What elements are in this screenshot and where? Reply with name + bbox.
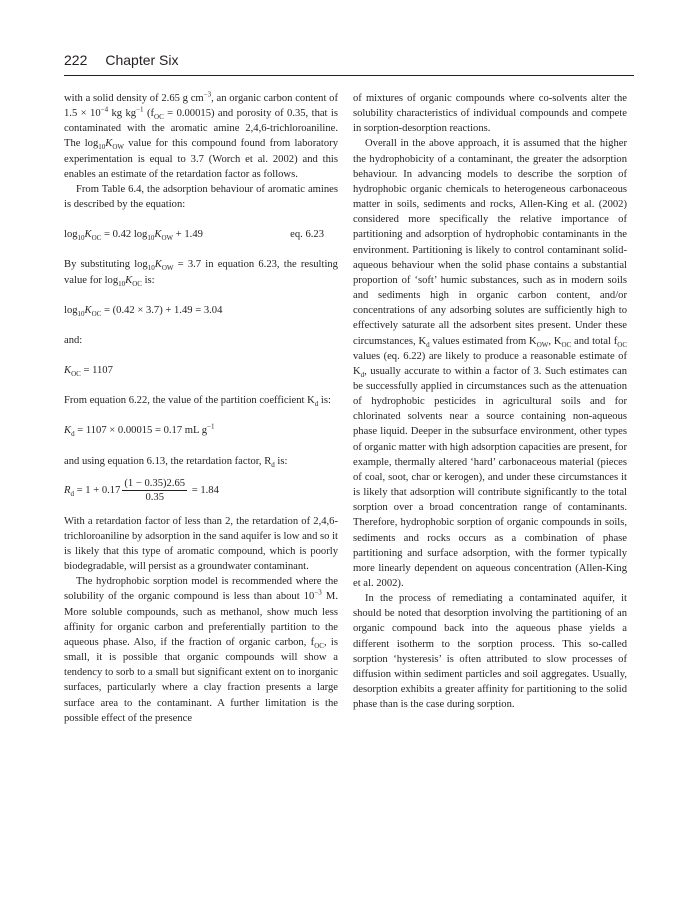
paragraph: With a retardation factor of less than 2, the retardation of 2,4,6-trichloroaniline by adsorption in the sand aquifer is low and so it is likely that this type of aromatic compound, which is poorly biodegradable, will persist as a groundwater contaminant. (64, 515, 338, 573)
equation-6-23: $\log_{10}K_{OC} = 0.42$ $\log_{10}K_{OW} + 1.49$ eq. 6.23 (64, 227, 338, 242)
chapter-title: Chapter Six (105, 52, 179, 68)
header-rule (64, 75, 634, 76)
paragraph: From equation 6.22, the value of the partition coefficient $K_d$ is: (64, 395, 331, 409)
page-number: 222 (64, 52, 88, 68)
paragraph: of mixtures of organic compounds where co-solvents alter the solubility characteristics of individual compounds and compete in sorption-desorption reactions. (353, 93, 627, 135)
paragraph: From Table 6.4, the adsorption behaviour of aromatic amines is described by the equation: (64, 183, 338, 211)
equation-label: eq. 6.23 (290, 229, 324, 241)
equation-log-koc: $\log_{10}K_{OC} = (0.42 \times 3.7) + 1.49 = 3.04$ (64, 304, 223, 318)
paragraph: By substituting $\log_{10}K_{OW} = 3.7$ in equation 6.23, the resulting value for $\log_{10}K_{OC}$ is: (64, 259, 338, 288)
equation-rd: $R_d = 1 + 0.17$ $\frac{(1 - 0.35)2.65}{0.35}$ = 1.84 (64, 477, 219, 503)
paragraph: and: (64, 334, 83, 346)
paragraph: Overall in the above approach, it is assumed that the higher the hydrophobicity of a contaminant, the greater the adsorption behaviour. In advancing models to describe the sorption of hydrophobic organic chemicals to heterogeneous carbonaceous matter in soils, sediments and rocks, Allen-King et al. (2002) considered more specifically the relative importance of partitioning and adsorption of hydrophobic contaminants in the environment. Partitioning is likely to control contaminant solid-aqueous behaviour when the solid phase contains a substantial proportion of ‘soft’ humic substances, such as in modern soils and sediments high in organic carbon content, and/or concentrations of any adsorbing solutes are sufficiently high to effectively saturate all the adsorbent sites present. Under these circumstances, $K_d$ values estimated from $K_{OW}$, $K_{OC}$ and total $f_{OC}$ values (eq. 6.22) are likely to produce a reasonable estimate of $K_d$, usually accurate to within a factor of 3. Such estimates can be successfully applied in circumstances such as the attenuation of hydrophobic pesticides in agricultural soils and for chlorinated solvents near a source containing non-aqueous phase liquid. Deeper in the subsurface environment, other types of organic matter with high adsorption capacities are present, for example, thermally altered ‘hard’ carbonaceous material (pieces of coal, soot, char or kerogen), and under these circumstances it is likely that adsorption will contribute significantly to the total sorption over a broad concentration range of contaminants. Therefore, hydrophobic sorption of organic compounds in soils, sediments and rocks occurs as a combination of phase partitioning and surface adsorption, with the former typically more linearly dependent on aqueous concentration (Allen-King et al. 2002). (353, 138, 627, 589)
equation-koc: $K_{OC} = 1107$ (64, 365, 113, 379)
fraction: $\frac{(1 - 0.35)2.65}{0.35}$ (124, 477, 186, 503)
paragraph: and using equation 6.13, the retardation factor, $R_d$ is: (64, 455, 288, 469)
right-column (353, 91, 627, 712)
equation-kd: $K_d = 1107 \times 0.00015 = 0.17$ mL $g^{-1}$ (64, 422, 215, 439)
paragraph: The hydrophobic sorption model is recommended where the solubility of the organic compound is less than about $10^{-3}$ M. More soluble compounds, such as methanol, show much less affinity for organic carbon and preferentially partition to the aqueous phase. Also, if the fraction of organic carbon, $f_{OC}$, is small, it is possible that organic compounds will show a tendency to sorb to a small but significant extent on to inorganic surfaces, particularly where a clay fraction presents a large surface area to the contaminant. A further limitation is the possible effect of the presence (64, 576, 338, 724)
running-header (64, 52, 631, 74)
paragraph: with a solid density of 2.65 g $cm^{-3}$, an organic carbon content of $1.5 \times 10^{-4}$ kg $kg^{-1}$ $(f_{OC} = 0.00015)$ and porosity of 0.35, that is contaminated with the aromatic amine 2,4,6-trichloroaniline. The $\log_{10}K_{OW}$ value for this compound found from laboratory experimentation is equal to 3.7 (Worch et al. 2002) and this enables an estimate of the retardation factor as follows. (64, 90, 338, 180)
paragraph: In the process of remediating a contaminated aquifer, it should be noted that desorption involving the partitioning of an organic compound back into the aqueous phase yields a different isotherm to the sorption process. This so-called sorption ‘hysteresis’ is often attributed to slow processes of diffusion within sediment particles and soil aggregates. Usually, desorption exhibits a greater affinity for partitioning to the solid phase than is the case during sorption. (353, 593, 627, 711)
left-column (64, 91, 338, 726)
